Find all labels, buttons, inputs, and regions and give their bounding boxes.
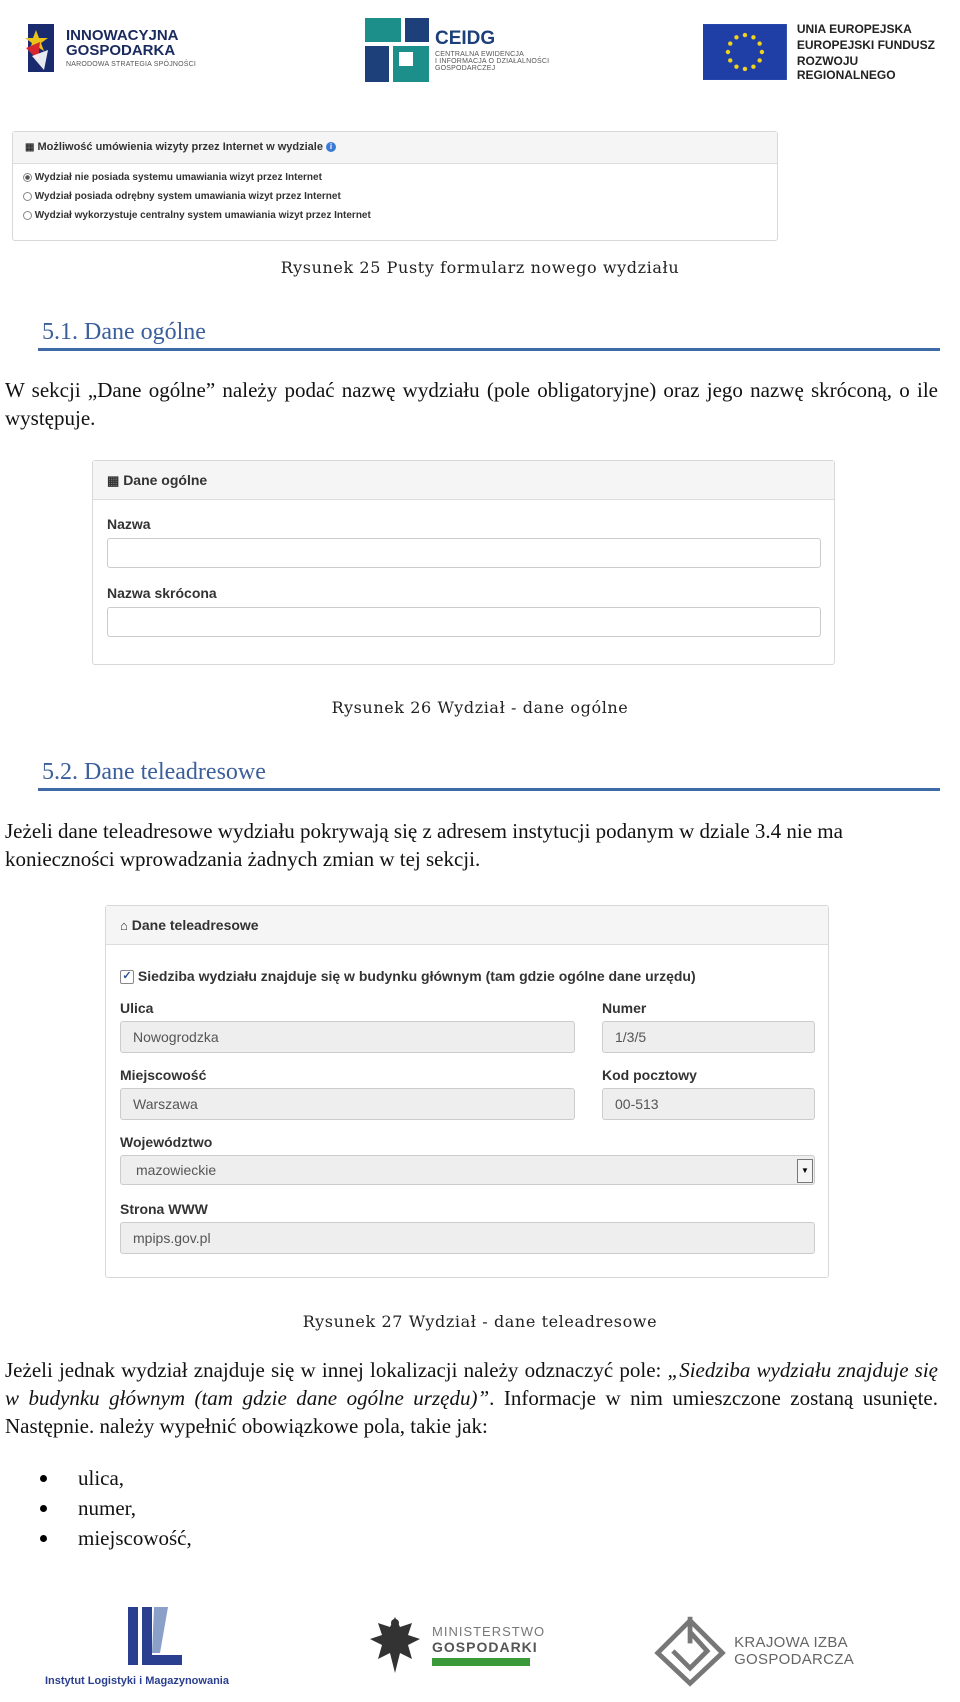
miejscowosc-input[interactable]: Warszawa <box>120 1088 575 1120</box>
ulica-input[interactable]: Nowogrodzka <box>120 1021 575 1053</box>
eu-line2: EUROPEJSKI FUNDUSZ <box>796 38 935 52</box>
bullet-icon <box>40 1505 47 1512</box>
final-paragraph-italic: „Siedziba wydziału znajduje się w budynku głównym (tam gdzie dane ogólne urzędu)” <box>5 1358 939 1410</box>
innowacyjna-star-icon <box>22 20 58 75</box>
bullet-icon <box>40 1475 47 1482</box>
eu-line1: UNIA EUROPEJSKA <box>796 22 912 36</box>
ministerstwo-green-bar <box>432 1658 530 1666</box>
siedziba-checkbox-label: Siedziba wydziału znajduje się w budynku głównym (tam gdzie ogólne dane urzędu) <box>137 968 696 984</box>
nazwa-label: Nazwa <box>107 516 151 532</box>
radio-option[interactable] <box>23 191 767 210</box>
final-paragraph <box>5 1356 938 1440</box>
ceidg-squares-icon <box>365 18 429 82</box>
dane-teleadresowe-header <box>106 906 828 945</box>
radio-label: Wydział posiada odrębny system umawiania wizyt przez Internet <box>34 191 341 202</box>
visit-options-header <box>13 132 777 164</box>
radio-button[interactable] <box>23 192 32 201</box>
list-item-text: ulica, <box>78 1466 125 1490</box>
eu-star-icon <box>757 41 761 45</box>
eu-star-icon <box>734 35 738 39</box>
wojewodztwo-value: mazowieckie <box>136 1162 217 1178</box>
final-paragraph-part1: Jeżeli jednak wydział znajduje się w innej lokalizacji należy odznaczyć pole: <box>5 1358 668 1382</box>
radio-option[interactable] <box>23 172 767 191</box>
eu-star-icon <box>726 50 730 54</box>
eu-line3: ROZWOJU REGIONALNEGO <box>796 54 896 82</box>
radio-button[interactable] <box>23 173 32 182</box>
chevron-down-icon[interactable]: ▼ <box>797 1159 813 1183</box>
ministerstwo-logo <box>366 1613 545 1677</box>
kod-pocztowy-input[interactable]: 00-513 <box>602 1088 815 1120</box>
numer-input[interactable]: 1/3/5 <box>602 1021 815 1053</box>
ministerstwo-line1: MINISTERSTWO <box>432 1624 546 1639</box>
wojewodztwo-label: Województwo <box>120 1134 213 1150</box>
kig-emblem-icon <box>652 1613 728 1689</box>
dane-ogolne-panel <box>92 460 835 665</box>
list-item <box>40 1523 192 1553</box>
radio-label: Wydział wykorzystuje centralny system umawiania wizyt przez Internet <box>34 210 371 221</box>
eu-star-icon <box>751 35 755 39</box>
eu-star-icon <box>743 33 747 37</box>
list-item <box>40 1463 192 1493</box>
radio-option[interactable] <box>23 210 767 229</box>
section-rule <box>38 788 940 791</box>
grid-icon: ▦ <box>107 473 120 488</box>
visit-options-title: Możliwość umówienia wizyty przez Internet w wydziale <box>37 141 323 153</box>
ulica-label: Ulica <box>120 1000 154 1016</box>
visit-options-panel <box>12 131 778 241</box>
kig-logo <box>652 1613 960 1689</box>
dane-teleadresowe-title: Dane teleadresowe <box>131 917 259 933</box>
nazwa-skrocona-label: Nazwa skrócona <box>107 585 217 601</box>
list-icon: ▦ <box>25 142 35 153</box>
eu-star-icon <box>728 58 732 62</box>
figure-caption-27: Rysunek 27 Wydział - dane teleadresowe <box>302 1312 658 1331</box>
figure-caption-25: Rysunek 25 Pusty formularz nowego wydziału <box>280 258 680 277</box>
section-heading-5-2: 5.2. Dane teleadresowe <box>42 759 266 785</box>
header-logos <box>0 0 960 100</box>
logo1-line1: INNOWACYJNA <box>66 26 179 44</box>
kod-pocztowy-label: Kod pocztowy <box>602 1067 697 1083</box>
siedziba-checkbox-row[interactable] <box>120 968 696 984</box>
list-item-text: numer, <box>78 1496 137 1520</box>
info-icon[interactable]: i <box>326 142 336 152</box>
footer-logos <box>0 1595 960 1702</box>
miejscowosc-label: Miejscowość <box>120 1067 207 1083</box>
ministerstwo-line2: GOSPODARKI <box>432 1639 538 1655</box>
bullet-list <box>40 1463 192 1553</box>
ceidg-sub1: CENTRALNA EWIDENCJA <box>435 51 524 58</box>
eu-star-icon <box>751 65 755 69</box>
figure-caption-26: Rysunek 26 Wydział - dane ogólne <box>331 698 629 717</box>
ceidg-sub2: I INFORMACJA O DZIAŁALNOŚCI <box>435 58 550 65</box>
section-5-2-paragraph: Jeżeli dane teleadresowe wydziału pokrywają się z adresem instytucji podanym w dziale 3.4 nie ma konieczności wprowadzania żadnych zmian w tej sekcji. <box>5 819 843 871</box>
dane-ogolne-header <box>93 461 834 500</box>
radio-button[interactable] <box>23 211 32 220</box>
dane-ogolne-title: Dane ogólne <box>123 472 208 488</box>
eu-star-icon <box>760 50 764 54</box>
dane-teleadresowe-panel <box>105 905 829 1278</box>
strona-www-label: Strona WWW <box>120 1201 208 1217</box>
ceidg-sub3: GOSPODARCZEJ <box>435 65 496 72</box>
numer-label: Numer <box>602 1000 647 1016</box>
ceidg-title: CEIDG <box>435 28 496 49</box>
eu-logo <box>703 22 960 82</box>
section-rule <box>38 348 940 351</box>
list-item-text: miejscowość, <box>78 1526 192 1550</box>
eu-star-icon <box>728 41 732 45</box>
visit-options-list <box>13 164 777 235</box>
section-heading-5-1: 5.1. Dane ogólne <box>42 319 206 345</box>
ilim-text: Instytut Logistyki i Magazynowania <box>45 1675 229 1687</box>
list-item <box>40 1493 192 1523</box>
nazwa-skrocona-input[interactable] <box>107 607 821 637</box>
radio-label: Wydział nie posiada systemu umawiania wizyt przez Internet <box>34 172 322 183</box>
final-paragraph-part2: . Informacje w nim umieszczone zostaną usunięte. Następnie. należy wypełnić obowiązkowe pola, takie jak: <box>5 1386 938 1438</box>
logo1-sub: NARODOWA STRATEGIA SPÓJNOŚCI <box>66 60 197 68</box>
eagle-emblem-icon <box>366 1613 424 1677</box>
ilim-logo <box>45 1603 235 1687</box>
eu-star-icon <box>743 67 747 71</box>
eu-star-icon <box>734 65 738 69</box>
bullet-icon <box>40 1535 47 1542</box>
kig-text: KRAJOWA IZBA GOSPODARCZA <box>734 1634 855 1668</box>
nazwa-input[interactable] <box>107 538 821 568</box>
ceidg-logo <box>365 18 549 82</box>
logo1-line2: GOSPODARKA <box>66 41 176 59</box>
wojewodztwo-select[interactable] <box>120 1155 815 1185</box>
ilim-emblem-icon <box>120 1603 200 1669</box>
home-icon: ⌂ <box>120 918 128 933</box>
section-5-1-paragraph: W sekcji „Dane ogólne” należy podać nazwę wydziału (pole obligatoryjne) oraz jego nazwę skróconą, o ile występuje. <box>5 378 938 430</box>
eu-star-icon <box>757 58 761 62</box>
innowacyjna-gospodarka-logo <box>22 20 196 75</box>
strona-www-input[interactable]: mpips.gov.pl <box>120 1222 815 1254</box>
eu-flag-icon <box>703 24 787 80</box>
siedziba-checkbox[interactable]: ✓ <box>120 970 134 984</box>
